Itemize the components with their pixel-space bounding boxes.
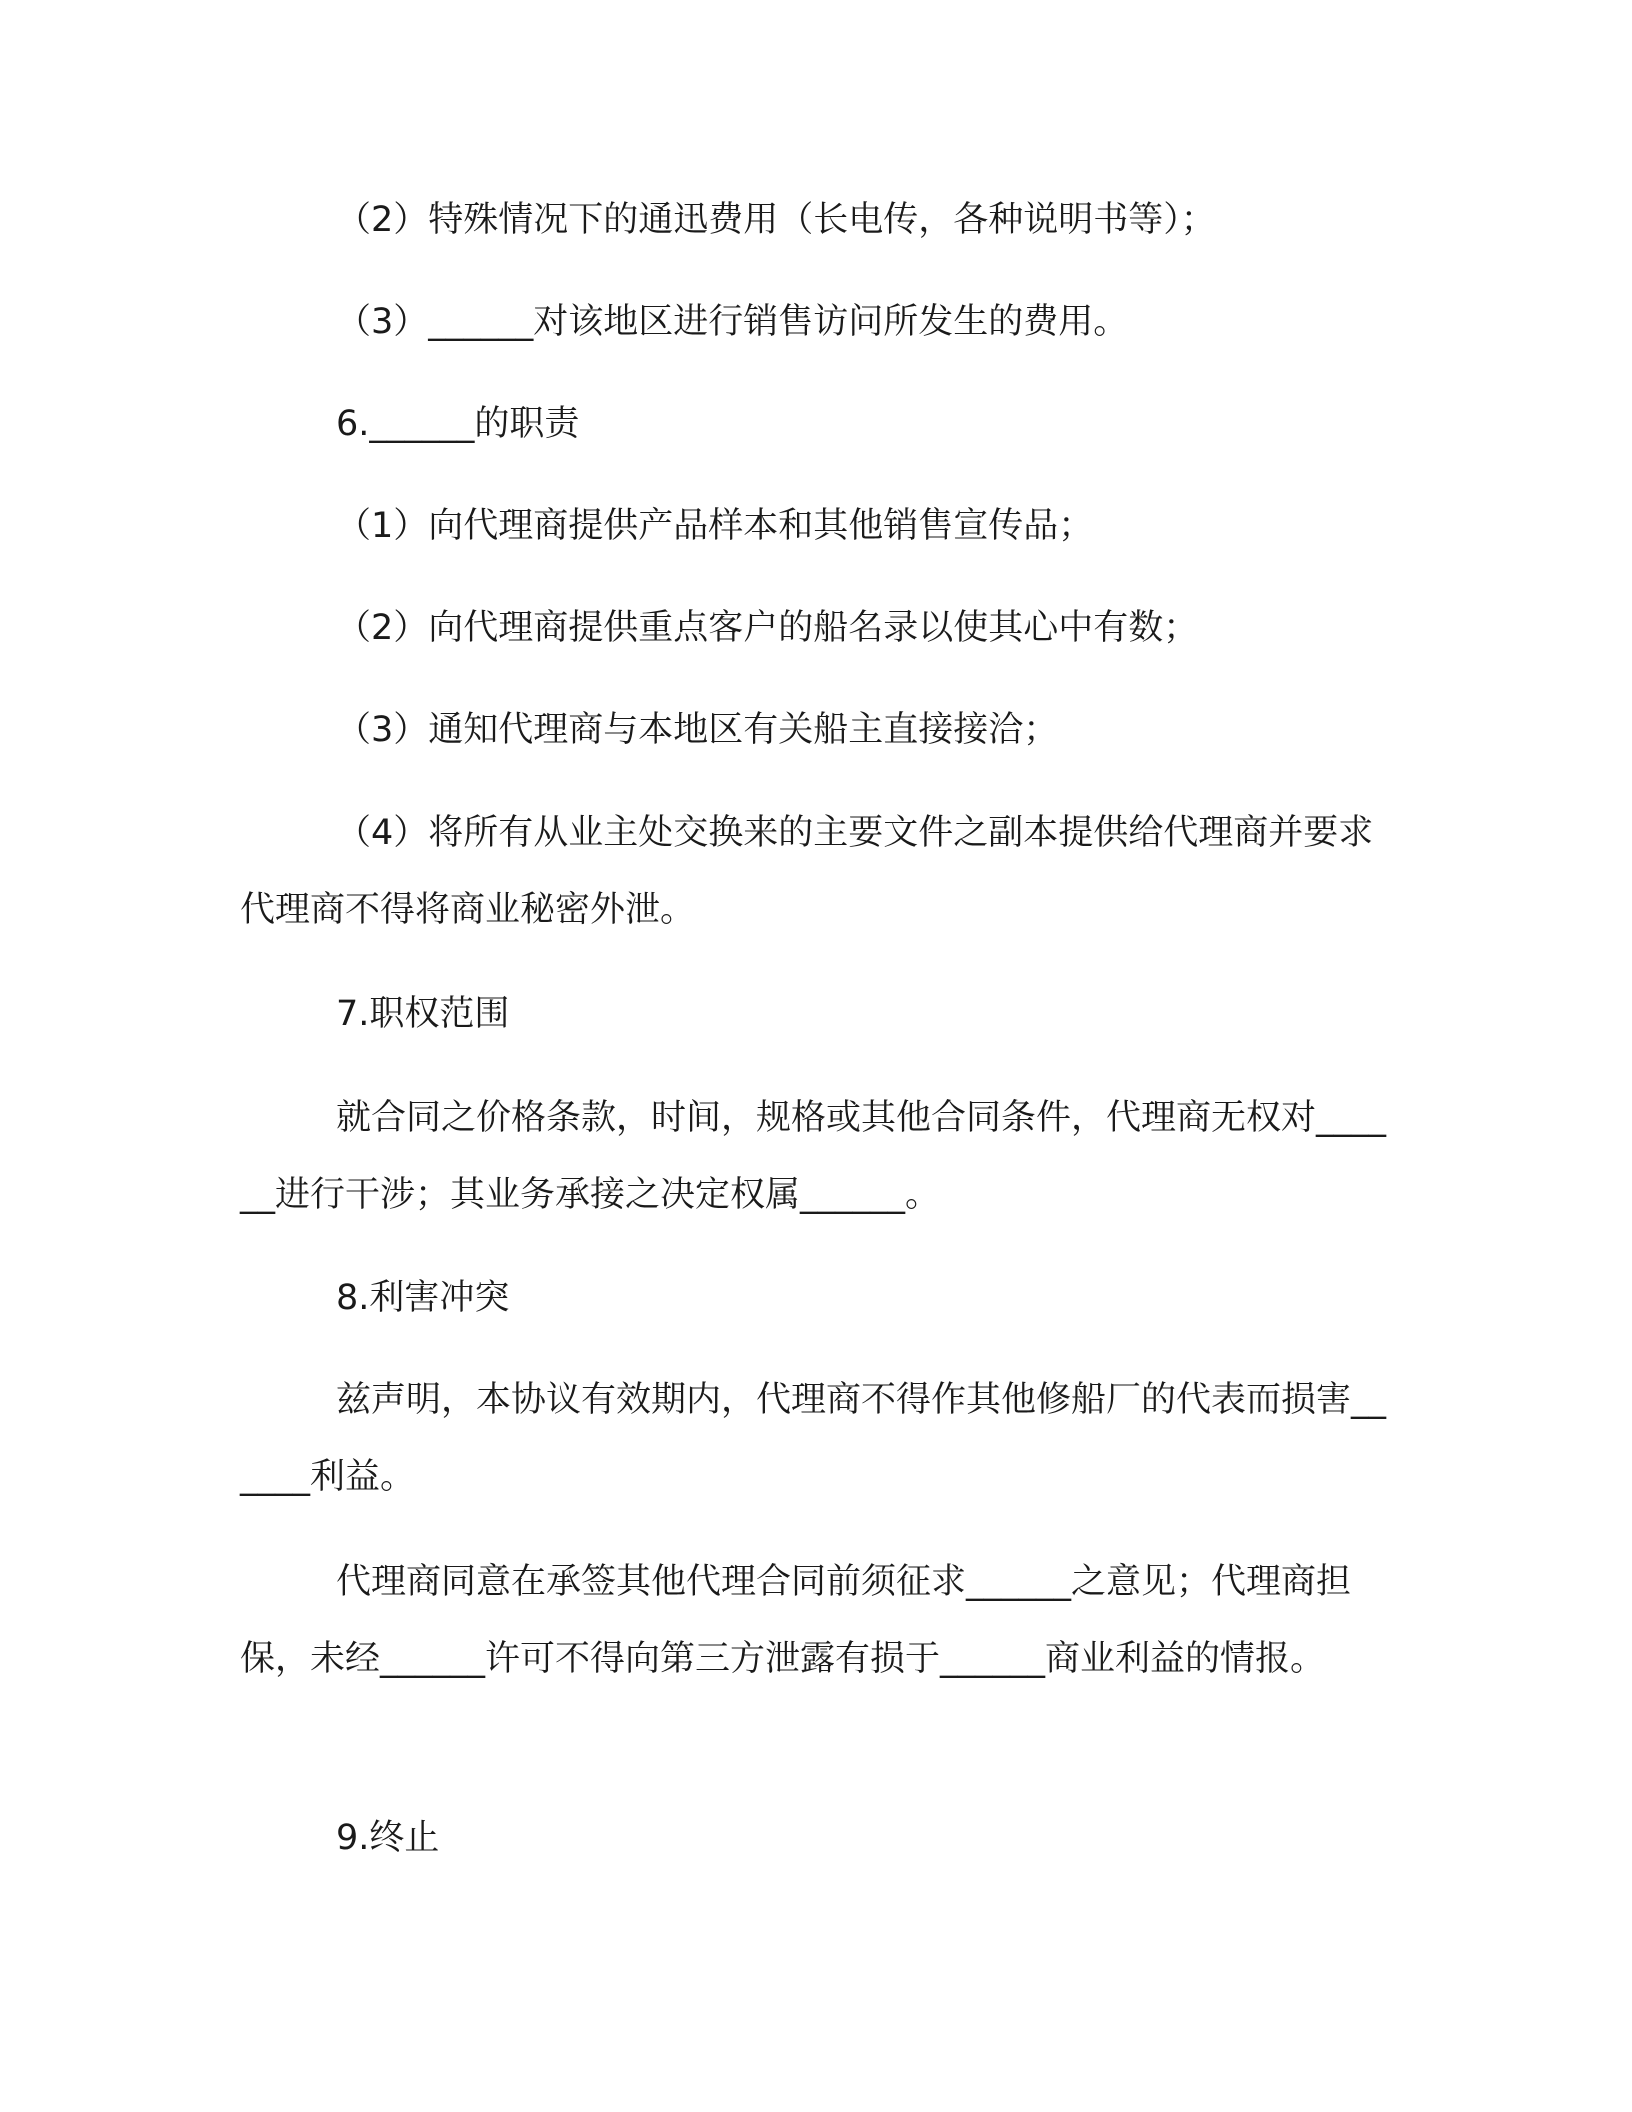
section-heading-9: 9.终止	[336, 1818, 440, 1858]
paragraph-6-3: （3）通知代理商与本地区有关船主直接接洽；	[336, 710, 1059, 750]
section-heading-8: 8.利害冲突	[336, 1278, 510, 1318]
section-heading-6: 6.______的职责	[336, 404, 580, 444]
paragraph-5-2: （2）特殊情况下的通迅费用（长电传，各种说明书等）；	[336, 200, 1216, 240]
section-heading-7: 7.职权范围	[336, 994, 510, 1034]
paragraph-6-4: （4）将所有从业主处交换来的主要文件之副本提供给代理商并要求代理商不得将商业秘密外泄。	[240, 813, 1374, 930]
paragraph-8-body-2: 代理商同意在承签其他代理合同前须征求______之意见；代理商担保，未经______许可不得向第三方泄露有损于______商业利益的情报。	[240, 1562, 1352, 1679]
paragraph-6-2: （2）向代理商提供重点客户的船名录以使其心中有数；	[336, 608, 1199, 648]
paragraph-6-1: （1）向代理商提供产品样本和其他销售宣传品；	[336, 506, 1094, 546]
paragraph-7-body: 就合同之价格条款，时间，规格或其他合同条件，代理商无权对______进行干涉；其业务承接之决定权属______。	[240, 1098, 1387, 1215]
paragraph-5-3: （3）______对该地区进行销售访问所发生的费用。	[336, 302, 1129, 342]
paragraph-8-body-1: 兹声明，本协议有效期内，代理商不得作其他修船厂的代表而损害______利益。	[240, 1380, 1387, 1497]
